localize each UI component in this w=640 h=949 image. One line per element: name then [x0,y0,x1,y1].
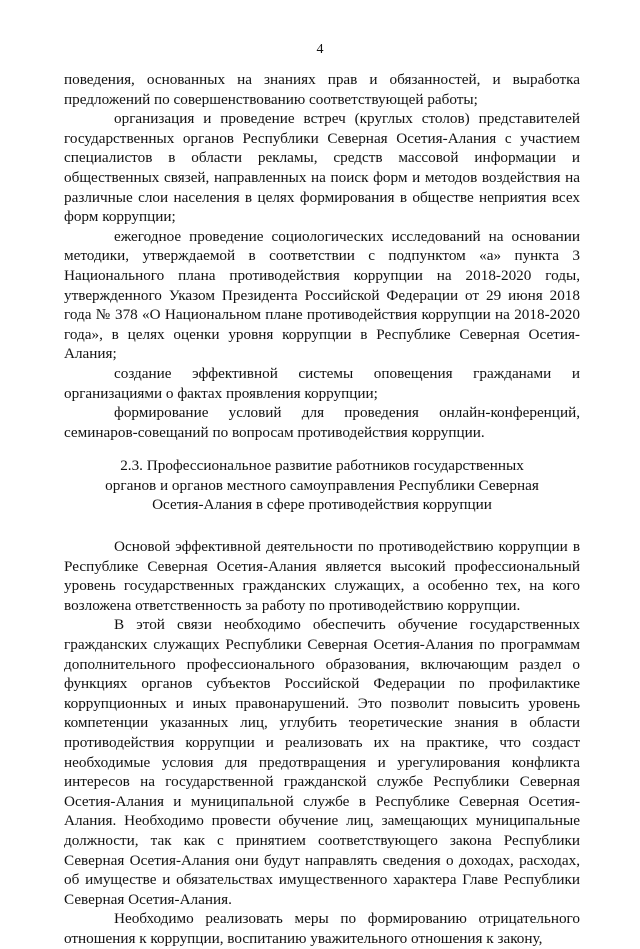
paragraph: организация и проведение встреч (круглых столов) представителей государственных органов Республики Северная Осетия-Алания с участием специалистов в области рекламы, средств массовой информации и общественных связей, направленных на поиск форм и методов воздействия на различные слои населения в целях формирования в обществе неприятия всех форм коррупции; [64,110,580,226]
document-body [64,70,580,949]
paragraph: создание эффективной системы оповещения гражданами и организациями о фактах проявления коррупции; [64,364,580,402]
section-heading: 2.3. Профессиональное развитие работников государственных органов и органов местного самоуправления Республики Северная Осетия-Алания в сфере противодействия коррупции [105,457,539,514]
paragraph: Необходимо реализовать меры по формированию отрицательного отношения к коррупции, воспитанию уважительного отношения к закону, [64,910,580,947]
paragraph: формирование условий для проведения онлайн-конференций, семинаров-совещаний по вопросам противодействия коррупции. [64,404,580,441]
paragraph: Основой эффективной деятельности по противодействию коррупции в Республике Северная Осетия-Алания является высокий профессиональный уровень государственных гражданских служащих, а особенно тех, на кого возложена ответственность за работу по противодействию коррупции. [64,538,580,614]
paragraph: В этой связи необходимо обеспечить обучение государственных гражданских служащих Республики Северная Осетия-Алания по программам дополнительного профессионального образования, включающим раздел о функциях органов субъектов Российской Федерации по профилактике коррупционных и иных правонарушений. Это позволит повысить уровень компетенции указанных лиц, углубить теоретические знания в области противодействия коррупции и реализовать их на практике, что создаст необходимые условия для предотвращения и урегулирования конфликта интересов на государственной гражданской службе Республики Северная Осетия-Алания и муниципальной службе в Республике Северная Осетия-Алания. Необходимо провести обучение лиц, замещающих муниципальные должности, так как с принятием соответствующего закона Республики Северная Осетия-Алания они будут направлять сведения о доходах, расходах, об имуществе и обязательствах имущественного характера Главе Республики Северная Осетия-Алания. [64,616,580,908]
paragraph: ежегодное проведение социологических исследований на основании методики, утверждаемой в соответствии с подпунктом «а» пункта 3 Национального плана противодействия коррупции на 2018-2020 годы, утвержденного Указом Президента Российской Федерации от 29 июня 2018 года № 378 «О Национальном плане противодействия коррупции на 2018-2020 года», в целях оценки уровня коррупции в Республике Северная Осетия-Алания; [64,227,580,363]
paragraph: поведения, основанных на знаниях прав и обязанностей, и выработка предложений по совершенствованию соответствующей работы; [64,71,580,108]
page-number: 4 [316,42,324,57]
